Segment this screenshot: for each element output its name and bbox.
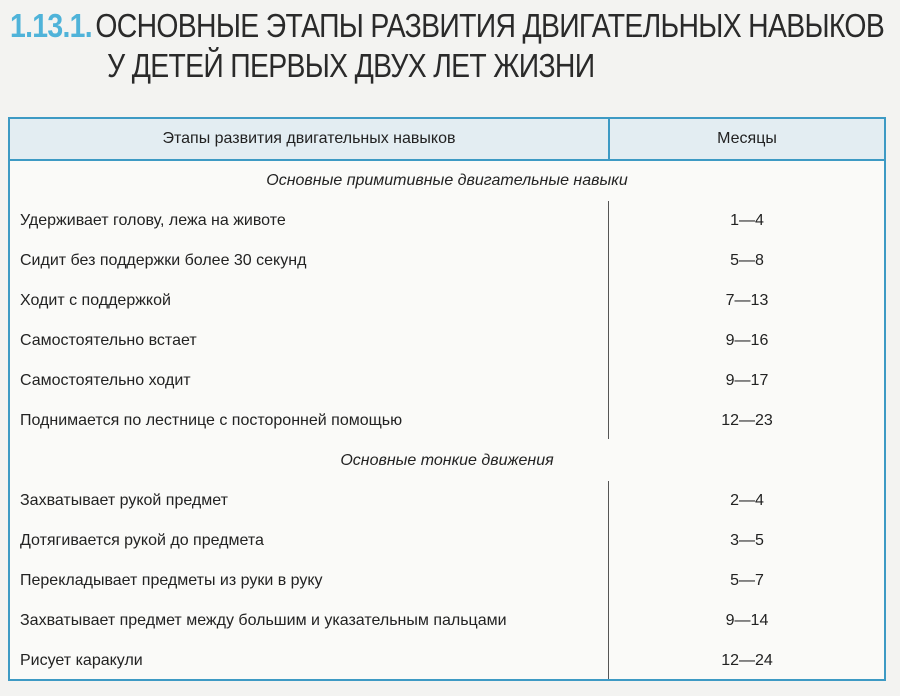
title-line-1 — [10, 6, 885, 46]
stage-cell: Удерживает голову, лежа на животе — [20, 212, 286, 229]
table-row — [10, 521, 884, 561]
stage-cell: Захватывает рукой предмет — [20, 492, 228, 509]
months-cell: 12—24 — [721, 652, 773, 669]
section-title: Основные тонкие движения — [340, 452, 554, 469]
stage-cell: Перекладывает предметы из руки в руку — [20, 572, 323, 589]
months-cell: 3—5 — [730, 532, 764, 549]
table-row — [10, 481, 884, 521]
stage-cell: Самостоятельно встает — [20, 332, 197, 349]
table-row — [10, 361, 884, 401]
stage-cell: Сидит без поддержки более 30 секунд — [20, 252, 307, 269]
months-cell: 9—16 — [725, 332, 769, 349]
stage-cell: Самостоятельно ходит — [20, 372, 191, 389]
stage-cell: Дотягивается рукой до предмета — [20, 532, 264, 549]
months-cell: 2—4 — [730, 492, 764, 509]
table-row — [10, 241, 884, 281]
table-row — [10, 601, 884, 641]
months-cell: 5—7 — [730, 572, 764, 589]
section-title: Основные примитивные двигательные навыки — [266, 172, 628, 189]
stage-cell: Захватывает предмет между большим и указательным пальцами — [20, 612, 507, 629]
stage-cell: Ходит с поддержкой — [20, 292, 171, 309]
stage-cell: Рисует каракули — [20, 652, 143, 669]
stage-cell: Поднимается по лестнице с посторонней помощью — [20, 412, 403, 429]
months-cell: 7—13 — [725, 292, 769, 309]
title-text-1: ОСНОВНЫЕ ЭТАПЫ РАЗВИТИЯ ДВИГАТЕЛЬНЫХ НАВЫКОВ — [95, 7, 885, 44]
table-header — [10, 119, 884, 161]
months-cell: 12—23 — [721, 412, 773, 429]
table-row — [10, 281, 884, 321]
months-cell: 1—4 — [730, 212, 764, 229]
page-title — [10, 6, 890, 86]
months-cell: 9—14 — [725, 612, 769, 629]
table-row — [10, 321, 884, 361]
motor-skills-table — [8, 117, 886, 681]
table-row — [10, 561, 884, 601]
header-months: Месяцы — [717, 130, 777, 147]
title-line-2 — [10, 46, 767, 86]
section-number: 1.13.1. — [10, 7, 92, 44]
table-row — [10, 201, 884, 241]
months-cell: 9—17 — [725, 372, 769, 389]
table-row — [10, 641, 884, 681]
table-row — [10, 401, 884, 441]
header-stage: Этапы развития двигательных навыков — [162, 130, 456, 147]
months-cell: 5—8 — [730, 252, 764, 269]
title-text-2: У ДЕТЕЙ ПЕРВЫХ ДВУХ ЛЕТ ЖИЗНИ — [107, 47, 595, 84]
